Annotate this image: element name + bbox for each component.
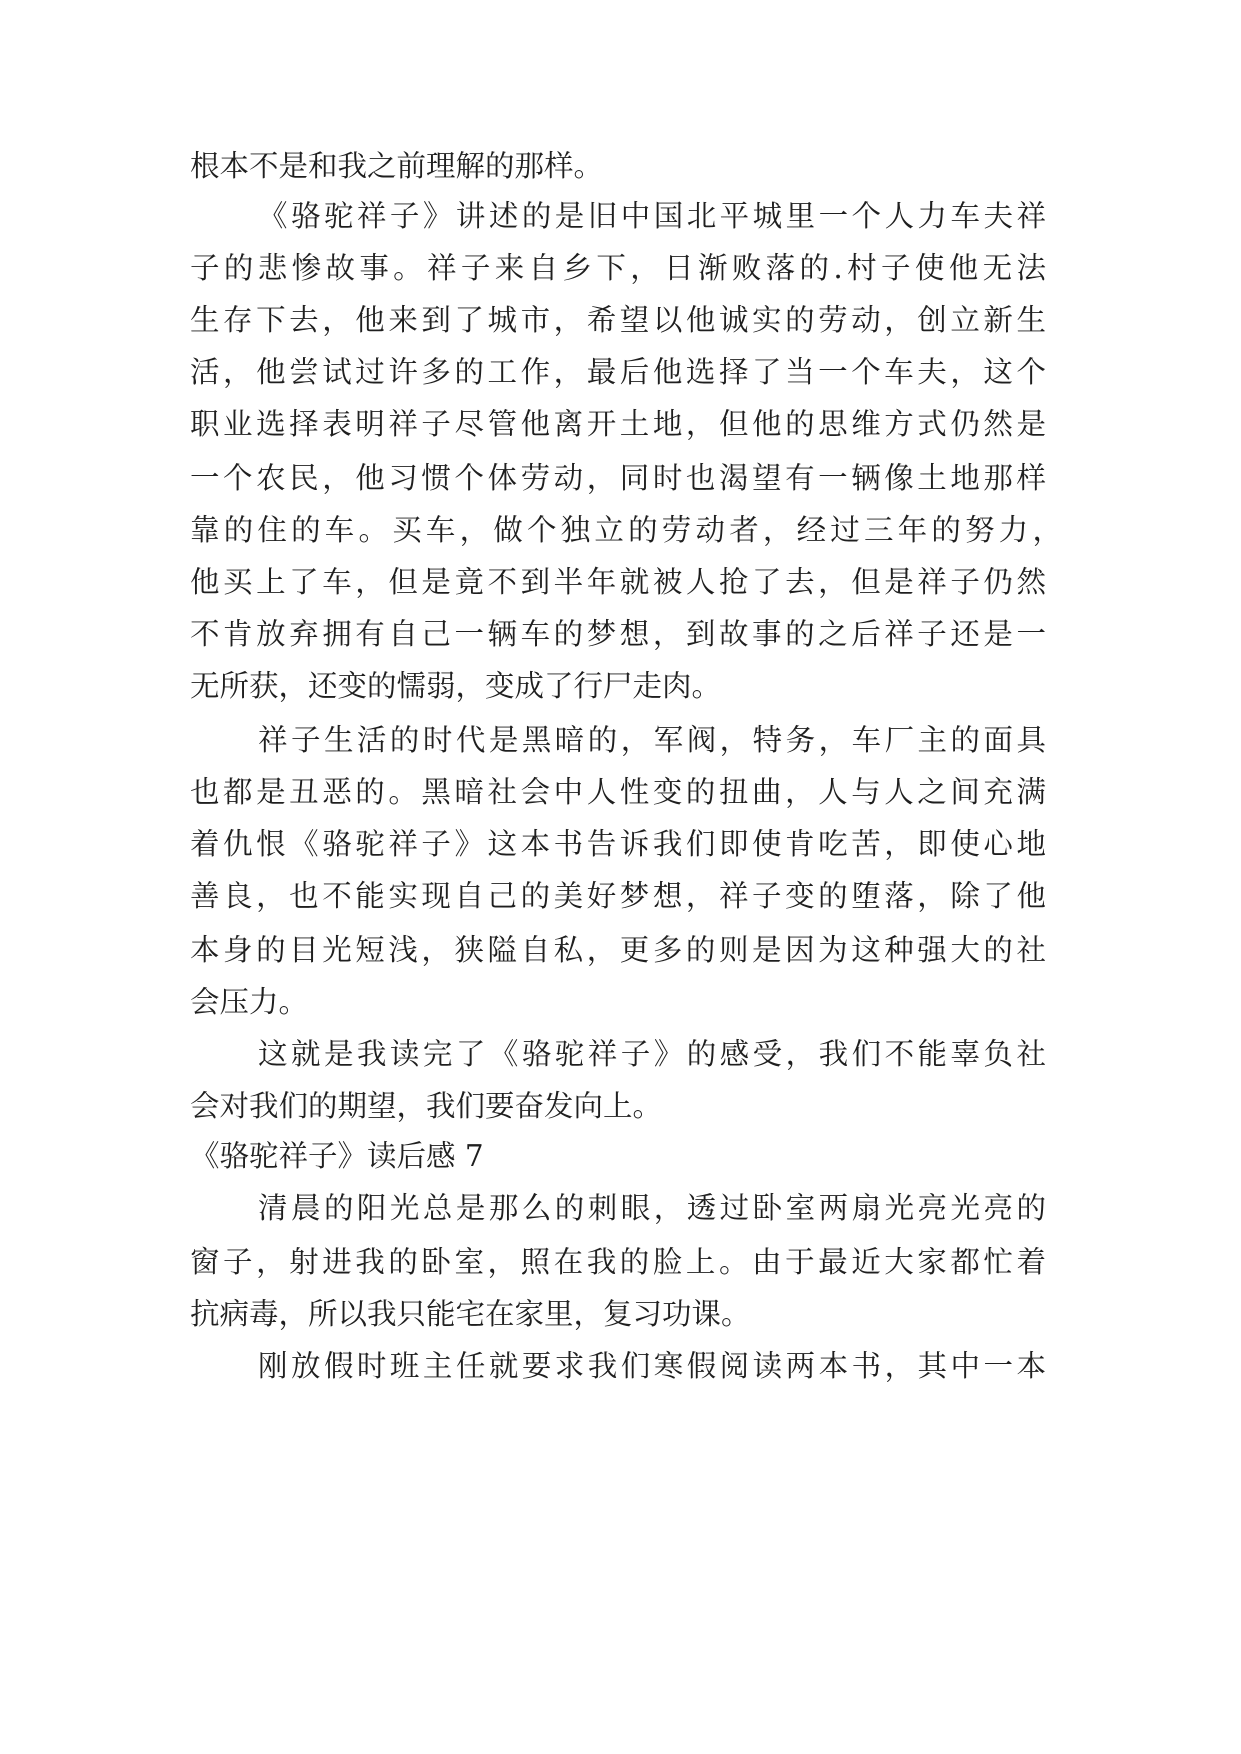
text-line: 窗子，射进我的卧室，照在我的脸上。由于最近大家都忙着 bbox=[190, 1245, 1046, 1279]
text-line: 会压力。 bbox=[190, 985, 309, 1019]
paragraph-first-line: 祥子生活的时代是黑暗的，军阀，特务，车厂主的面具 bbox=[258, 723, 1046, 757]
text-line: 根本不是和我之前理解的那样。 bbox=[190, 149, 604, 183]
text-line: 职业选择表明祥子尽管他离开土地，但他的思维方式仍然是 bbox=[190, 407, 1046, 441]
paragraph-first-line: 刚放假时班主任就要求我们寒假阅读两本书，其中一本 bbox=[258, 1349, 1046, 1383]
text-line: 抗病毒，所以我只能宅在家里，复习功课。 bbox=[190, 1297, 751, 1331]
text-line: 本身的目光短浅，狭隘自私，更多的则是因为这种强大的社 bbox=[190, 933, 1046, 967]
paragraph-first-line: 《骆驼祥子》讲述的是旧中国北平城里一个人力车夫祥 bbox=[258, 199, 1046, 233]
text-line: 无所获，还变的懦弱，变成了行尸走肉。 bbox=[190, 669, 722, 703]
text-line: 活，他尝试过许多的工作，最后他选择了当一个车夫，这个 bbox=[190, 355, 1046, 389]
text-line: 不肯放弃拥有自己一辆车的梦想，到故事的之后祥子还是一 bbox=[190, 617, 1046, 651]
text-line: 一个农民，他习惯个体劳动，同时也渴望有一辆像土地那样 bbox=[190, 461, 1046, 495]
text-line: 子的悲惨故事。祥子来自乡下，日渐败落的.村子使他无法 bbox=[190, 251, 1046, 285]
paragraph-first-line: 这就是我读完了《骆驼祥子》的感受，我们不能辜负社 bbox=[258, 1037, 1046, 1071]
text-line: 也都是丑恶的。黑暗社会中人性变的扭曲，人与人之间充满 bbox=[190, 775, 1046, 809]
text-line: 着仇恨《骆驼祥子》这本书告诉我们即使肯吃苦，即使心地 bbox=[190, 827, 1046, 861]
text-line: 生存下去，他来到了城市，希望以他诚实的劳动，创立新生 bbox=[190, 303, 1046, 337]
text-line: 靠的住的车。买车，做个独立的劳动者，经过三年的努力， bbox=[190, 513, 1062, 547]
text-line: 他买上了车，但是竟不到半年就被人抢了去，但是祥子仍然 bbox=[190, 565, 1046, 599]
section-heading: 《骆驼祥子》读后感 7 bbox=[190, 1139, 484, 1173]
paragraph-first-line: 清晨的阳光总是那么的刺眼，透过卧室两扇光亮光亮的 bbox=[258, 1191, 1046, 1225]
text-line: 善良，也不能实现自己的美好梦想，祥子变的堕落，除了他 bbox=[190, 879, 1046, 913]
text-line: 会对我们的期望，我们要奋发向上。 bbox=[190, 1089, 663, 1123]
